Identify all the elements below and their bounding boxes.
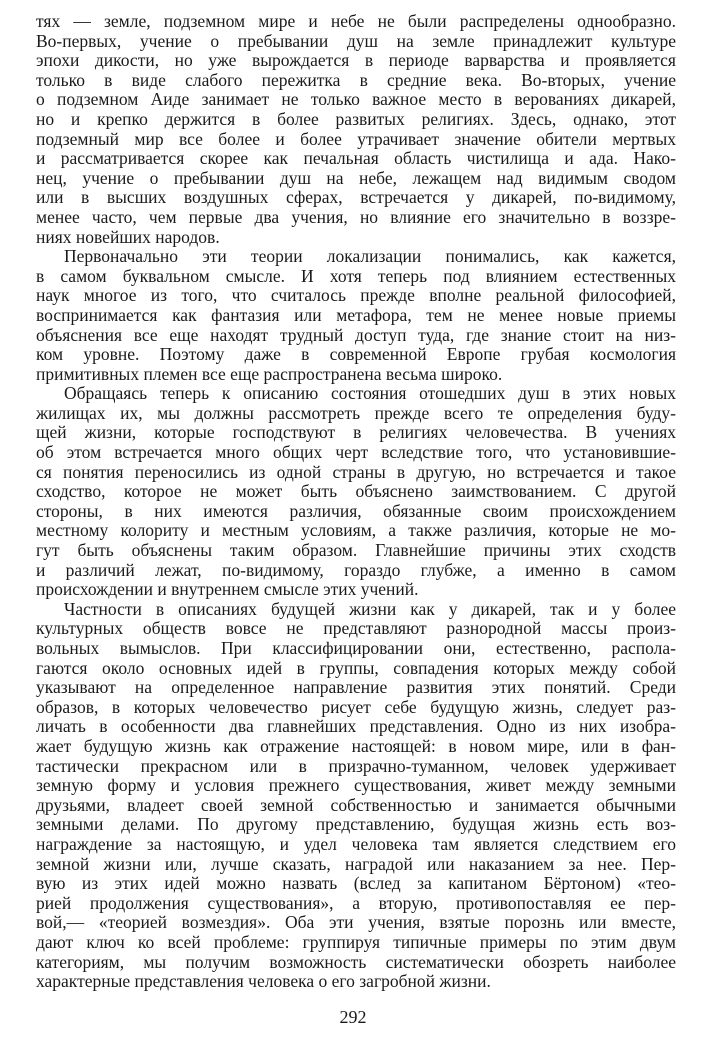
text-line: гут быть объяснены таким образом. Главнейшие причины этих сходств <box>36 540 676 561</box>
text-line: ниях новейших народов. <box>36 226 220 247</box>
text-line: местному колориту и местным условиям, а также различия, которые не мо- <box>36 520 676 541</box>
text-line: гаются около основных идей в группы, совпадения которых между собой <box>36 657 676 678</box>
text-line: земную форму и условия прежнего существования, живет между земными <box>36 775 676 796</box>
text-line: ся понятия переносились из одной страны в другую, но встречается и такое <box>36 461 676 482</box>
paragraph <box>36 12 676 247</box>
text-line: культурных обществ вовсе не представляют разнородной массы произ- <box>36 618 676 639</box>
text-line: Первоначально эти теории локализации понимались, как кажется, <box>64 246 676 267</box>
paragraph <box>36 600 676 992</box>
text-line: нец, учение о пребывании душ на небе, лежащем над видимым сводом <box>36 167 676 188</box>
text-line: образов, в которых человечество рисует себе будущую жизнь, следует раз- <box>36 696 676 717</box>
text-line: подземный мир все более и более утрачивает значение обители мертвых <box>36 128 676 149</box>
page-number: 292 <box>339 1007 367 1027</box>
text-line: о подземном Аиде занимает не только важное место в верованиях дикарей, <box>36 89 676 110</box>
text-line: Частности в описаниях будущей жизни как у дикарей, так и у более <box>64 598 676 619</box>
text-line: категориям, мы получим возможность систематически обозреть наиболее <box>36 951 676 972</box>
text-line: Во-первых, учение о пребывании душ на земле принадлежит культуре <box>36 30 676 51</box>
text-line: тастически прекрасном или в призрачно-туманном, человек удерживает <box>36 755 676 776</box>
text-line: личать в особенности два главнейших представления. Одно из них изобра- <box>36 716 676 737</box>
text-line: только в виде слабого пережитка в средние века. Во-вторых, учение <box>36 69 676 90</box>
text-line: награждение за настоящую, и удел человека там является следствием его <box>36 833 676 854</box>
text-line: менее часто, чем первые два учения, но влияние его значительно в воззре- <box>36 206 676 227</box>
text-line: земными делами. По другому представлению, будущая жизнь есть воз- <box>36 814 676 835</box>
paragraph <box>36 247 676 384</box>
text-line: но и крепко держится в более развитых религиях. Здесь, однако, этот <box>36 108 676 129</box>
text-line: об этом встречается много общих черт вследствие того, что установившие- <box>36 442 676 463</box>
text-line: жилищах их, мы должны рассмотреть прежде всего те определения буду- <box>36 402 676 423</box>
text-line: дают ключ ко всей проблеме: группируя типичные примеры по этим двум <box>36 931 676 952</box>
text-line: вольных вымыслов. При классифицировании они, естественно, распола- <box>36 638 676 658</box>
text-line: объяснения все еще находят трудный доступ туда, где знание стоит на низ- <box>36 324 676 345</box>
text-line: сходство, которое не может быть объяснено заимствованием. С другой <box>36 481 676 502</box>
text-line: указывают на определенное направление развития этих понятий. Среди <box>36 677 676 698</box>
paragraph <box>36 384 676 600</box>
text-line: в самом буквальном смысле. И хотя теперь под влиянием естественных <box>36 265 676 286</box>
text-line: вой,— «теорией возмездия». Оба эти учения, взятые порознь или вместе, <box>36 912 676 933</box>
text-line: характерные представления человека о его загробной жизни. <box>36 971 491 992</box>
text-line: жает будущую жизнь как отражение настоящей: в новом мире, или в фан- <box>36 735 676 756</box>
text-line: тях — земле, подземном мире и небе не были распределены однообразно. <box>36 11 676 31</box>
text-line: Обращаясь теперь к описанию состояния отошедших душ в этих новых <box>64 383 676 404</box>
text-line: и рассматривается скорее как печальная область чистилища и ада. Нако- <box>36 148 676 169</box>
page-body-text <box>36 12 676 992</box>
text-line: происхождении и внутреннем смысле этих учений. <box>36 579 419 600</box>
text-line: рией продолжения существования», а вторую, противопоставляя ее пер- <box>36 892 676 913</box>
text-line: земной жизни или, лучше сказать, наградой или наказанием за нее. Пер- <box>36 853 676 874</box>
text-line: или в высших воздушных сферах, встречается у дикарей, по-видимому, <box>36 187 676 208</box>
text-line: примитивных племен все еще распространена весьма широко. <box>36 363 503 384</box>
text-line: наук многое из того, что считалось прежде вполне реальной философией, <box>36 285 676 306</box>
text-line: ком уровне. Поэтому даже в современной Европе грубая космология <box>36 344 676 365</box>
text-line: эпохи дикости, но уже вырождается в периоде варварства и проявляется <box>36 50 676 71</box>
text-line: стороны, в них имеются различия, обязанные своим происхождением <box>36 500 676 521</box>
text-line: и различий лежат, по-видимому, гораздо глубже, а именно в самом <box>36 559 676 580</box>
text-line: воспринимается как фантазия или метафора, тем не менее новые приемы <box>36 304 676 325</box>
text-line: друзьями, владеет своей земной собственностью и занимается обычными <box>36 794 676 815</box>
text-line: вую из этих идей можно назвать (вслед за капитаном Бёртоном) «тео- <box>36 873 676 894</box>
text-line: щей жизни, которые господствуют в религиях человечества. В учениях <box>36 422 676 443</box>
